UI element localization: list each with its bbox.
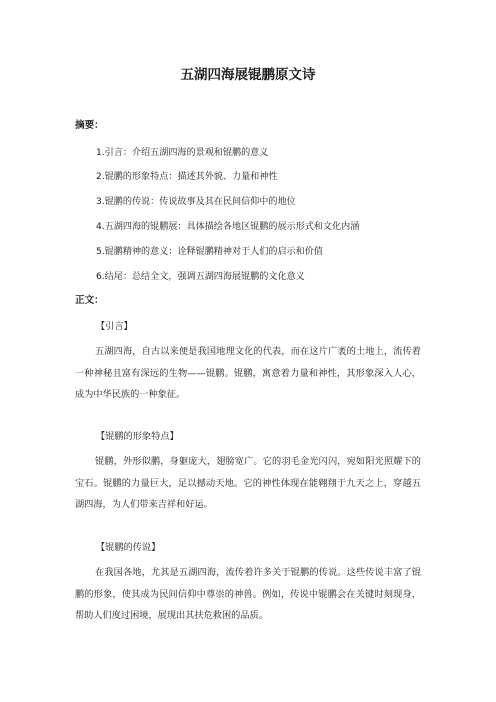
abstract-item: 5.锟鹏精神的意义：诠释锟鹏精神对于人们的启示和价值 — [96, 247, 323, 257]
abstract-item: 3.锟鹏的传说：传说故事及其在民间信仰中的地位 — [96, 197, 296, 207]
section-paragraph: 在我国各地，尤其是五湖四海，流传着许多关于锟鹏的传说。这些传说丰富了锟鹏的形象，使其成为民间信仰中尊崇的神兽。例如，传说中锟鹏会在关键时刻现身，帮助人们度过困境，展现出其扶危救困的品质。 — [75, 567, 421, 622]
abstract-item: 2.锟鹏的形象特点：描述其外貌、力量和神性 — [96, 172, 278, 182]
section-heading: 【锟鹏的传说】 — [96, 542, 161, 553]
section-paragraph: 锟鹏，外形似鹏，身躯庞大，翅膀宽广。它的羽毛金光闪闪，宛如阳光照耀下的宝石。锟鹏的力量巨大，足以撼动天地。它的神性体现在能翱翔于九天之上，穿越五湖四海，为人们带来吉祥和好运。 — [75, 456, 421, 511]
abstract-label: 摘要： — [75, 120, 104, 131]
section-heading: 【锟鹏的形象特点】 — [96, 431, 179, 442]
section-paragraph: 五湖四海，自古以来便是我国地理文化的代表，而在这片广袤的土地上，流传着一种神秘且富有深远的生物——锟鹏。锟鹏，寓意着力量和神性，其形象深入人心，成为中华民族的一种象征。 — [75, 346, 421, 401]
body-label: 正文： — [75, 295, 104, 306]
abstract-item: 4.五湖四海的锟鹏展：具体描绘各地区锟鹏的展示形式和文化内涵 — [96, 222, 360, 232]
abstract-item: 1.引言：介绍五湖四海的景观和锟鹏的意义 — [96, 148, 269, 158]
abstract-item: 6.结尾：总结全文，强调五湖四海展锟鹏的文化意义 — [96, 272, 305, 282]
section-heading: 【引言】 — [96, 321, 133, 332]
document-title: 五湖四海展锟鹏原文诗 — [180, 67, 316, 83]
